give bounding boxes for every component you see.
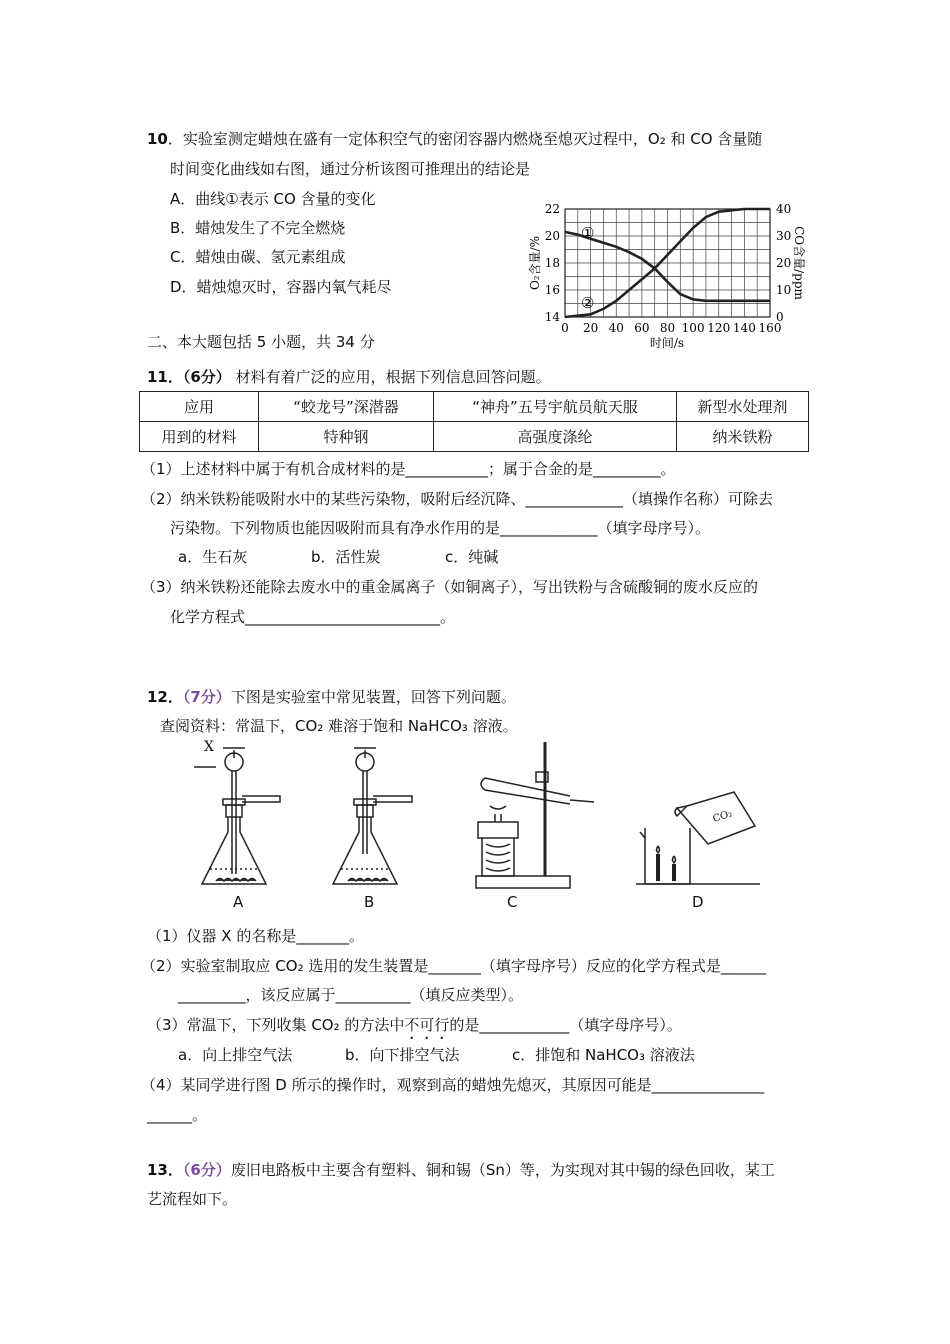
q13-number: 13． (147, 1161, 183, 1179)
materials-table (139, 391, 809, 452)
q11-part2-line2: 污染物。下列物质也能因吸附而具有净水作用的是_____________（填字母序号）。 (170, 519, 711, 537)
q11-part3-line1: （3）纳米铁粉还能除去废水中的重金属离子（如铜离子），写出铁粉与含硫酸铜的废水反应的 (141, 578, 759, 596)
o2-co-chart (525, 192, 815, 352)
q12-option-a: a．向上排空气法 (178, 1046, 293, 1064)
x-tick-label: 60 (634, 321, 650, 335)
table-cell: 纳米铁粉 (677, 422, 809, 452)
table-row (140, 392, 809, 422)
q12-option-c: c．排饱和 NaHCO₃ 溶液法 (512, 1046, 695, 1064)
q11-part2-line1: （2）纳米铁粉能吸附水中的某些污染物，吸附后经沉降、_____________（填操作名称）可除去 (141, 490, 774, 508)
q13-line2: 艺流程如下。 (147, 1190, 238, 1208)
y-tick-left-label: 14 (544, 310, 560, 324)
q13-line1 (147, 1159, 775, 1180)
q12-part1: （1）仪器 X 的名称是_______。 (147, 927, 364, 945)
curve-label-1: ① (581, 224, 595, 242)
q12-part4-line1: （4）某同学进行图 D 所示的操作时，观察到高的蜡烛先熄灭，其原因可能是_______________ (141, 1076, 765, 1094)
x-tick-label: 20 (582, 321, 599, 335)
q10-stem: 实验室测定蜡烛在盛有一定体积空气的密闭容器内燃烧至熄灭过程中，O₂ 和 CO 含量随 (182, 130, 763, 148)
x-tick-label: 40 (608, 321, 624, 335)
table-row (140, 422, 809, 452)
y-tick-right-label: 20 (776, 256, 792, 270)
table-cell: 用到的材料 (140, 422, 259, 452)
y-tick-right-label: 10 (776, 283, 792, 297)
y-tick-right-label: 40 (776, 202, 792, 216)
x-tick-label: 80 (659, 321, 676, 335)
y-axis-right-label: CO含量/ppm (792, 226, 806, 300)
q12-option-b: b．向下排空气法 (345, 1046, 460, 1064)
apparatus-a-flask (194, 748, 280, 884)
q12-reference: 查阅资料：常温下，CO₂ 难溶于饱和 NaHCO₃ 溶液。 (160, 717, 518, 735)
label-co2: CO₂ (711, 808, 734, 825)
y-axis-left-label: O₂含量/% (528, 235, 542, 291)
q12-part3-emphasis: 不可行 (404, 1016, 450, 1034)
q12-part3-pre: （3）常温下，下列收集 CO₂ 的方法中 (147, 1016, 405, 1034)
q12-part2-line2: _________，该反应属于__________（填反应类型）。 (178, 986, 524, 1004)
y-tick-left-label: 22 (544, 202, 560, 216)
q13-stem: 废旧电路板中主要含有塑料、铜和锡（Sn）等，为实现对其中锡的绿色回收，某工 (230, 1161, 775, 1179)
q12-number: 12． (147, 688, 183, 706)
q11-option-c: c．纯碱 (445, 548, 499, 566)
curve-label-2: ② (581, 294, 595, 312)
q13-score: （6分） (182, 1161, 231, 1179)
table-cell: 特种钢 (259, 422, 434, 452)
q12-part2-line1: （2）实验室制取应 CO₂ 选用的发生装置是_______（填字母序号）反应的化学方程式是______ (141, 957, 766, 975)
q10-line1: 10．实验室测定蜡烛在盛有一定体积空气的密闭容器内燃烧至熄灭过程中，O₂ 和 CO 含量随 (147, 130, 763, 148)
apparatus-figure (190, 736, 770, 916)
apparatus-c-heating (476, 742, 594, 888)
section-2-heading: 二、本大题包括 5 小题，共 34 分 (147, 333, 375, 351)
label-x: X (204, 739, 214, 755)
apparatus-b-flask (333, 748, 412, 884)
table-cell: 高强度涤纶 (434, 422, 677, 452)
table-cell: 应用 (140, 392, 259, 422)
q11-number: 11． (147, 368, 183, 386)
label-d: D (692, 893, 704, 911)
q11-intro: 材料有着广泛的应用，根据下列信息回答问题。 (235, 368, 551, 386)
q12-intro: 下图是实验室中常见装置，回答下列问题。 (230, 688, 516, 706)
y-tick-left-label: 18 (544, 256, 560, 270)
table-cell: 新型水处理剂 (677, 392, 809, 422)
q12-part3 (147, 1014, 682, 1043)
label-a: A (233, 893, 244, 911)
y-tick-right-label: 30 (776, 229, 792, 243)
q10-option-d: D．蜡烛熄灭时，容器内氧气耗尽 (170, 278, 392, 296)
q11-heading (147, 366, 551, 387)
x-axis-label: 时间/s (649, 336, 685, 350)
label-c: C (507, 893, 518, 911)
q11-part3-line2: 化学方程式__________________________。 (170, 608, 456, 626)
q10-option-c: C．蜡烛由碳、氢元素组成 (170, 248, 346, 266)
q12-part3-post: 的是____________（填字母序号）。 (449, 1016, 682, 1034)
x-tick-label: 160 (758, 321, 782, 335)
q10-option-b: B．蜡烛发生了不完全燃烧 (170, 219, 346, 237)
x-tick-label: 0 (561, 321, 569, 335)
q11-score: （6分） (182, 368, 231, 386)
table-cell: “蛟龙号”深潜器 (259, 392, 434, 422)
q11-part1: （1）上述材料中属于有机合成材料的是___________；属于合金的是_________。 (141, 460, 676, 478)
x-tick-label: 140 (732, 321, 756, 335)
y-tick-right-label: 0 (776, 310, 784, 324)
q10-option-a: A．曲线①表示 CO 含量的变化 (170, 190, 376, 208)
y-tick-left-label: 20 (544, 229, 560, 243)
x-tick-label: 100 (681, 321, 705, 335)
apparatus-d-beaker (636, 792, 760, 884)
x-tick-label: 120 (707, 321, 731, 335)
q11-option-a: a．生石灰 (178, 548, 248, 566)
label-b: B (364, 893, 375, 911)
q10-number: 10 (147, 130, 168, 148)
q10-line2: 时间变化曲线如右图，通过分析该图可推理出的结论是 (170, 160, 531, 178)
q12-heading (147, 686, 516, 707)
table-cell: “神舟”五号宇航员航天服 (434, 392, 677, 422)
q12-score: （7分） (182, 688, 231, 706)
y-tick-left-label: 16 (544, 283, 560, 297)
q11-option-b: b．活性炭 (311, 548, 381, 566)
q12-part4-line2: ______。 (147, 1106, 208, 1124)
